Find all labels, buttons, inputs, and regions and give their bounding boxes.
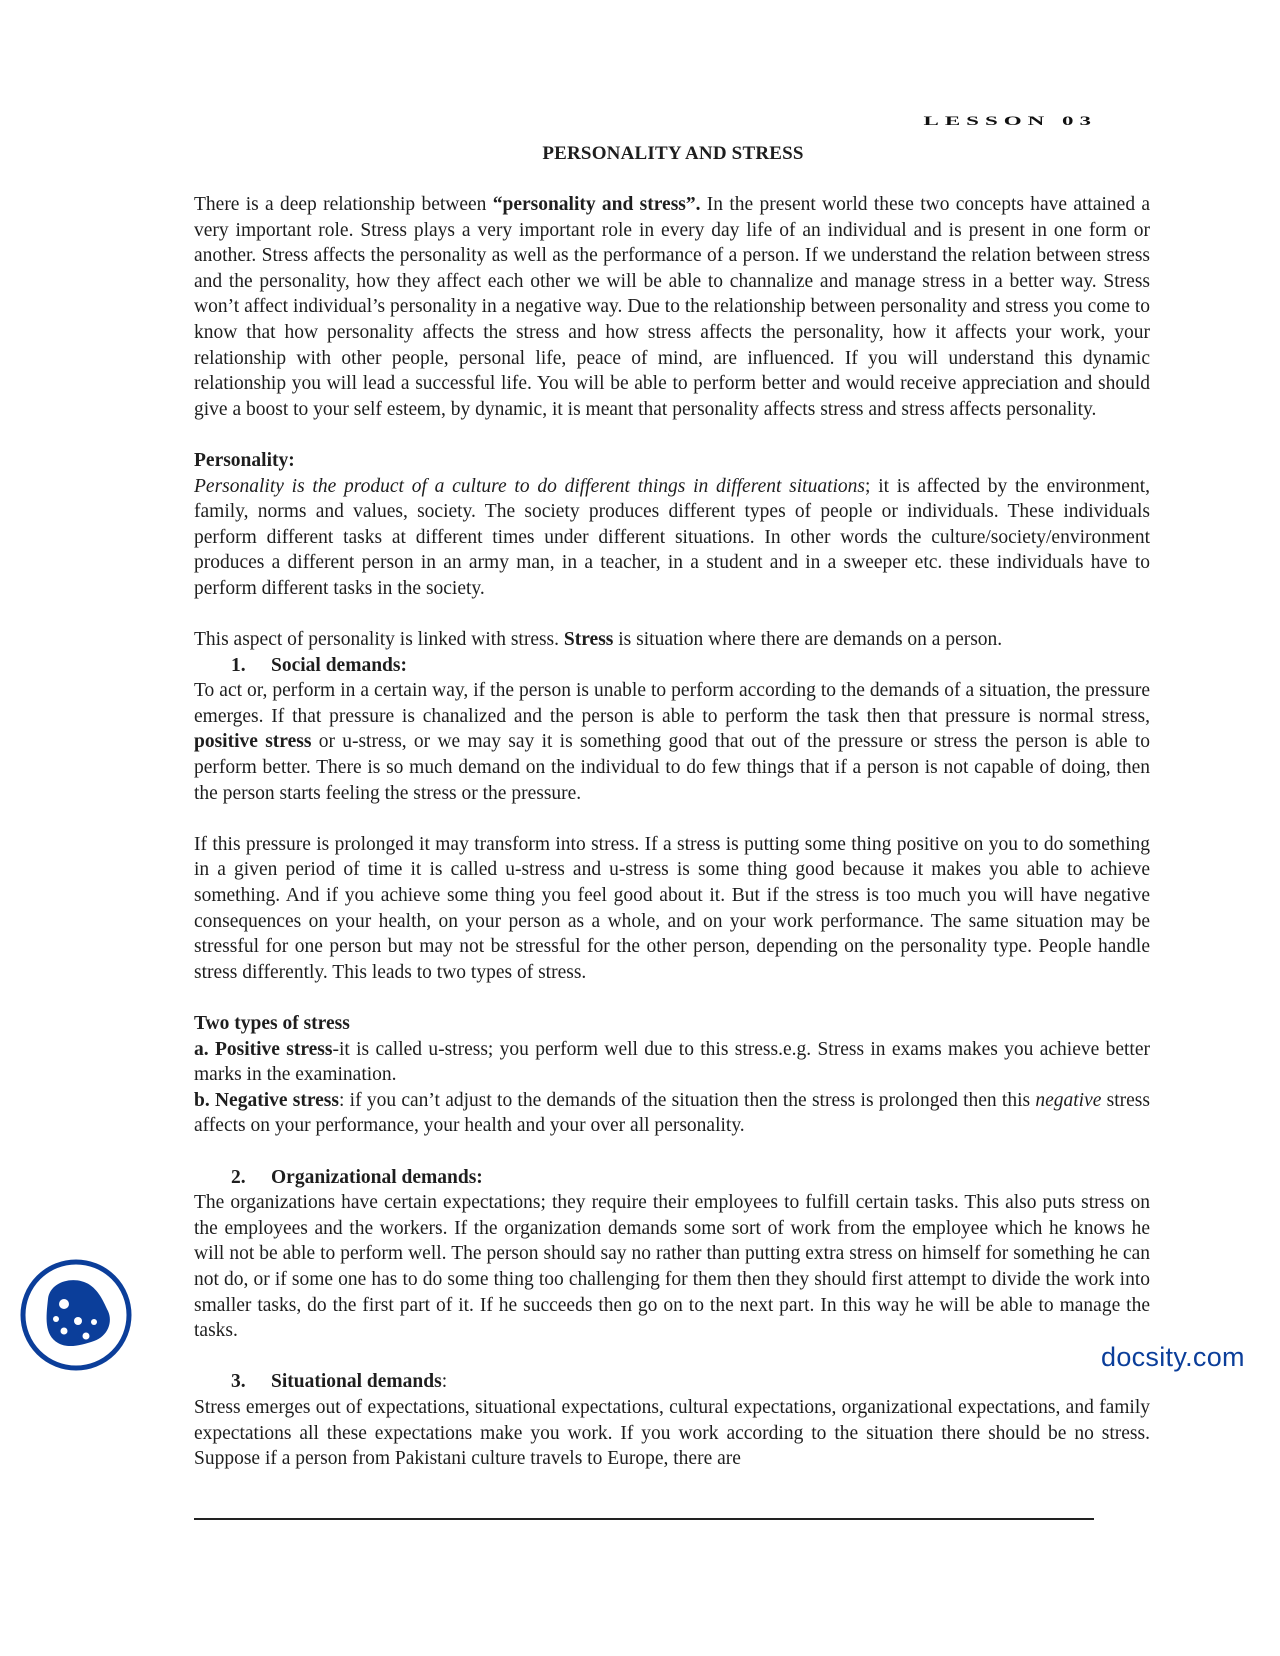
negative-stress-text-end: stress affects on your performance, your health and your over all personality. [194,1089,1150,1137]
social-text-start: To act or, perform in a certain way, if the person is unable to perform according to the demands of a situation, the pressure emerges. If that pressure is chanalized and the person is able to perform the task then that pressure is normal stress, [194,680,1150,727]
heading-colon: : [441,1371,448,1393]
intro-text-start: There is a deep relationship between [194,194,493,215]
page-title: PERSONALITY AND STRESS [542,143,804,164]
social-paragraph-1 [194,678,1150,806]
aspect-paragraph [194,627,1150,653]
list-heading: Social demands: [271,654,407,676]
social-paragraph-2: If this pressure is prolonged it may transform into stress. If a stress is putting some thing positive on you to do something in a given period of time it is called u-stress and u-stress is some thing good because it makes you able to achieve something. And if you achieve some thing you feel good about it. But if the stress is too much you will have negative consequences on your health, on your person as a whole, and on your work performance. The same situation may be stressful for one person but may not be stressful for the other person, depending on the personality type. People handle stress differently. This leads to two types of stress. [194,833,1150,983]
intro-bold-phrase: “personality and stress”. [492,194,701,215]
list-heading: Situational demands [271,1371,442,1393]
aspect-text-end: is situation where there are demands on a person. [613,629,1003,651]
negative-stress-label: b. Negative stress [194,1089,339,1111]
aspect-bold: Stress [563,629,614,651]
personality-definition: Personality is the product of a culture to do different things in different situations [194,475,866,497]
personality-text: ; it is affected by the environment, family, norms and values, society. The society produces different types of people or individuals. These individuals perform different tasks at different times under different situations. In other words the culture/society/environment produces a different person in an army man, in a teacher, in a student and in a sweeper etc. these individuals have to perform different tasks in the society. [194,475,1151,599]
positive-stress-item [194,1037,1150,1088]
positive-stress-label: a. Positive stress [194,1038,333,1060]
organizational-demands-heading [194,1165,1150,1191]
situational-paragraph: Stress emerges out of expectations, situational expectations, cultural expectations, organizational expectations, and family expectations all these expectations make you work. If you work according to the situation there should be no stress. Suppose if a person from Pakistani culture travels to Europe, there are [194,1396,1150,1470]
negative-stress-item [194,1088,1150,1139]
aspect-text-start: This aspect of personality is linked with stress. [194,629,564,651]
social-demands-heading [194,653,1150,679]
list-number: 1. [231,654,246,676]
intro-paragraph [194,192,1150,422]
docsity-logo-icon[interactable] [20,1259,132,1371]
situational-demands-heading [194,1369,1150,1395]
social-bold: positive stress [194,731,312,753]
social-text-end: or u-stress, or we may say it is something good that out of the pressure or stress the person is able to perform better. There is so much demand on the individual to do few things that if a person is not capable of doing, then the person starts feeling the stress or the pressure. [194,731,1150,804]
personality-heading: Personality: [194,449,295,471]
docsity-watermark[interactable]: docsity.com [1101,1342,1245,1372]
personality-paragraph [194,474,1150,602]
list-heading: Organizational demands: [271,1166,483,1188]
positive-stress-text: -it is called u-stress; you perform well due to this stress.e.g. Stress in exams makes you achieve better marks in the examination. [194,1038,1150,1086]
negative-italic: negative [1035,1089,1102,1111]
intro-text-end: In the present world these two concepts have attained a very important role. Stress plays a very important role in every day life of an individual and is present in one form or another. Stress affects the personality as well as the performance of a person. If we understand the relation between stress and the personality, how they affect each other we will be able to channalize and manage stress in a better way. Stress won’t affect individual’s personality in a negative way. Due to the relationship between personality and stress you come to know that how personality affects the stress and how stress affects the personality, how it affects your work, your relationship with other people, personal life, peace of mind, are influenced. If you will understand this dynamic relationship you will lead a successful life. You will be able to perform better and would receive appreciation and should give a boost to your self esteem, by dynamic, it is meant that personality affects stress and stress affects personality. [194,194,1151,420]
negative-stress-text: : if you can’t adjust to the demands of the situation then the stress is prolonged then this [339,1089,1036,1111]
organizational-paragraph: The organizations have certain expectations; they require their employees to fulfill certain tasks. This also puts stress on the employees and the workers. If the organization demands some sort of work from the employee which he knows he will not be able to perform well. The person should say no rather than putting extra stress on himself for something he can not do, or if some one has to do some thing too challenging for them then they should first attempt to divide the work into smaller tasks, do the first part of it. If he succeeds then go on to the next part. In this way he will be able to manage the tasks. [194,1192,1150,1342]
two-types-heading: Two types of stress [194,1013,350,1034]
document-body [194,192,1150,1472]
lesson-label: LESSON 03 [923,114,1097,128]
list-number: 3. [231,1371,246,1393]
footer-rule [194,1518,1094,1520]
list-number: 2. [231,1166,246,1188]
